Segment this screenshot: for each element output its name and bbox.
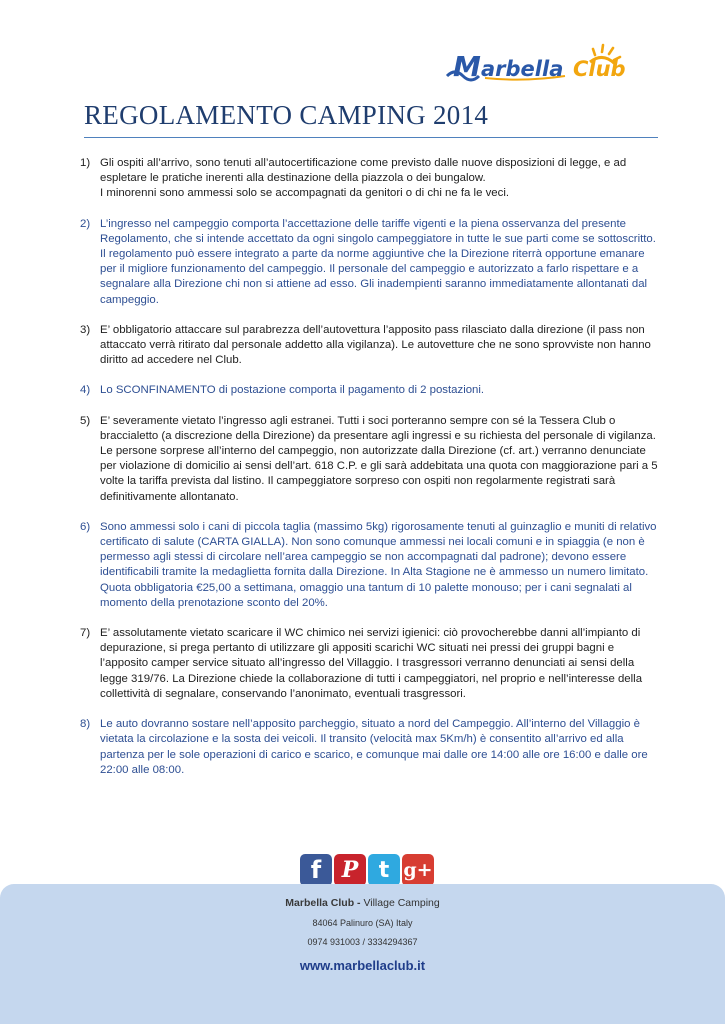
rule-text: Lo SCONFINAMENTO di postazione comporta il pagamento di 2 postazioni. xyxy=(100,384,485,397)
rule-text: E’ severamente vietato l’ingresso agli estranei. Tutti i soci porteranno sempre con sé la Tessera Club o braccialetto (a discrezione della Direzione) da presentare agli ingressi e su richiesta del personale di vigilanza. Le persone sorprese all’interno del campeggio, non autorizzate dalla Direzione (cf. art.) verranno denunciate per violazione di domicilio ai sensi dell’art. 618 C.P. e gli sarà addebitata una quota con maggiorazione pari a 5 volte la tariffa prevista dal listino. Il campeggiatore sorpreso con ospiti non regolarmente registrati sarà definitivamente allontanato. xyxy=(100,414,658,503)
rule-text: E’ assolutamente vietato scaricare il WC chimico nei servizi igienici: ciò provocherebbe danni all’impianto di depurazione, si prega pertanto di utilizzare gli appositi scarichi WC situati nei pressi dei gruppi bagni e l’apposito camper service situato all’ingresso del Villaggio. I trasgressori verranno denunciati ai sensi della legge 319/76. La Direzione chiede la collaborazione di tutti i campeggiatori, nel proprio e nell’interesse della collettività di segnalare, conservando l’anonimato, eventuali trasgressori. xyxy=(100,627,643,700)
page-title: REGOLAMENTO CAMPING 2014 xyxy=(84,100,489,130)
rule-text: E’ obbligatorio attaccare sul parabrezza dell’autovettura l’apposito pass rilasciato dalla direzione (il pass non attaccato verrà ritirato dal personale addetto alla vigilanza). Le autovetture che ne sono sprovviste non hanno diritto ad accedere nel Club. xyxy=(100,323,651,367)
footer xyxy=(0,884,725,1024)
rule-number: 3) xyxy=(80,323,91,336)
rule-number: 2) xyxy=(80,217,91,230)
rule-item xyxy=(80,626,660,702)
rule-number: 5) xyxy=(80,414,91,427)
marbella-club-logo xyxy=(445,40,655,86)
rule-item xyxy=(80,156,660,202)
rule-text: Sono ammessi solo i cani di piccola taglia (massimo 5kg) rigorosamente tenuti al guinzaglio e muniti di relativo certificato di salute (CARTA GIALLA). Non sono comunque ammessi nei locali comuni e in spiaggia (e non è permesso agli stessi di circolare nell’area campeggio se non accompagnati dal padrone); devono essere identificabili tramite la medaglietta fornita dalla Direzione. In Alta Stagione ne è ammesso un numero limitato. Quota obbligatoria €25,00 a settimana, omaggio una tantum di 10 palette monouso; per i cani segnalati al momento della prenotazione sconto del 20%. xyxy=(100,520,657,609)
rules-list xyxy=(80,156,660,793)
footer-phones: 0974 931003 / 3334294367 xyxy=(307,937,418,947)
twitter-icon[interactable]: t xyxy=(368,854,400,886)
rule-text: Gli ospiti all’arrivo, sono tenuti all’autocertificazione come previsto dalle nuove disposizioni di legge, e ad espletare le pratiche inerenti alla destinazione della piazzola o dei bungalow. I minorenni sono ammessi solo se accompagnati da genitori o di chi ne fa le veci. xyxy=(100,157,627,200)
rule-item xyxy=(80,217,660,308)
footer-website-link[interactable]: www.marbellaclub.it xyxy=(299,958,426,973)
svg-text:Club: Club xyxy=(573,57,626,81)
footer-subtitle: Village Camping xyxy=(360,897,440,909)
rule-item xyxy=(80,717,660,778)
rule-item xyxy=(80,383,660,398)
svg-text:arbella: arbella xyxy=(481,57,564,81)
svg-text:M: M xyxy=(453,50,481,83)
rule-number: 4) xyxy=(80,384,91,397)
pinterest-icon[interactable]: P xyxy=(334,854,366,886)
rule-number: 6) xyxy=(80,520,91,533)
rule-number: 1) xyxy=(80,157,91,169)
rule-item xyxy=(80,414,660,505)
rule-text: Le auto dovranno sostare nell’apposito parcheggio, situato a nord del Campeggio. All’interno del Villaggio è vietata la circolazione e la sosta dei veicoli. Il transito (velocità max 5Km/h) è consentito all’arrivo ed alla partenza per le sole operazioni di carico e scarico, e comunque mai dalle ore 14:00 alle ore 16:00 e dalle ore 22:00 alle 08:00. xyxy=(100,718,648,776)
social-links xyxy=(300,854,434,886)
rule-number: 7) xyxy=(80,627,91,640)
rule-item xyxy=(80,323,660,369)
rule-text: L’ingresso nel campeggio comporta l’accettazione delle tariffe vigenti e la piena osservanza del presente Regolamento, che si intende accettato da ogni singolo campeggiatore in tutte le sue parti come se sottoscritto. Il regolamento può essere integrato a parte da norme aggiuntive che la Direzione riterrà opportune emanare per il migliore funzionamento del campeggio. Il personale del campeggio e autorizzato a farlo rispettare e a segnalare alla Direzione chi non si attiene ad esso. Gli inadempienti saranno immediatamente allontanati dal campeggio. xyxy=(100,217,656,306)
footer-brand xyxy=(0,897,725,909)
footer-brand-name: Marbella Club - xyxy=(285,897,361,909)
title-divider xyxy=(84,137,658,138)
facebook-icon[interactable]: f xyxy=(300,854,332,886)
rule-number: 8) xyxy=(80,718,91,731)
google-plus-icon[interactable]: g+ xyxy=(402,854,434,886)
rule-item xyxy=(80,520,660,611)
footer-address: 84064 Palinuro (SA) Italy xyxy=(312,918,413,928)
